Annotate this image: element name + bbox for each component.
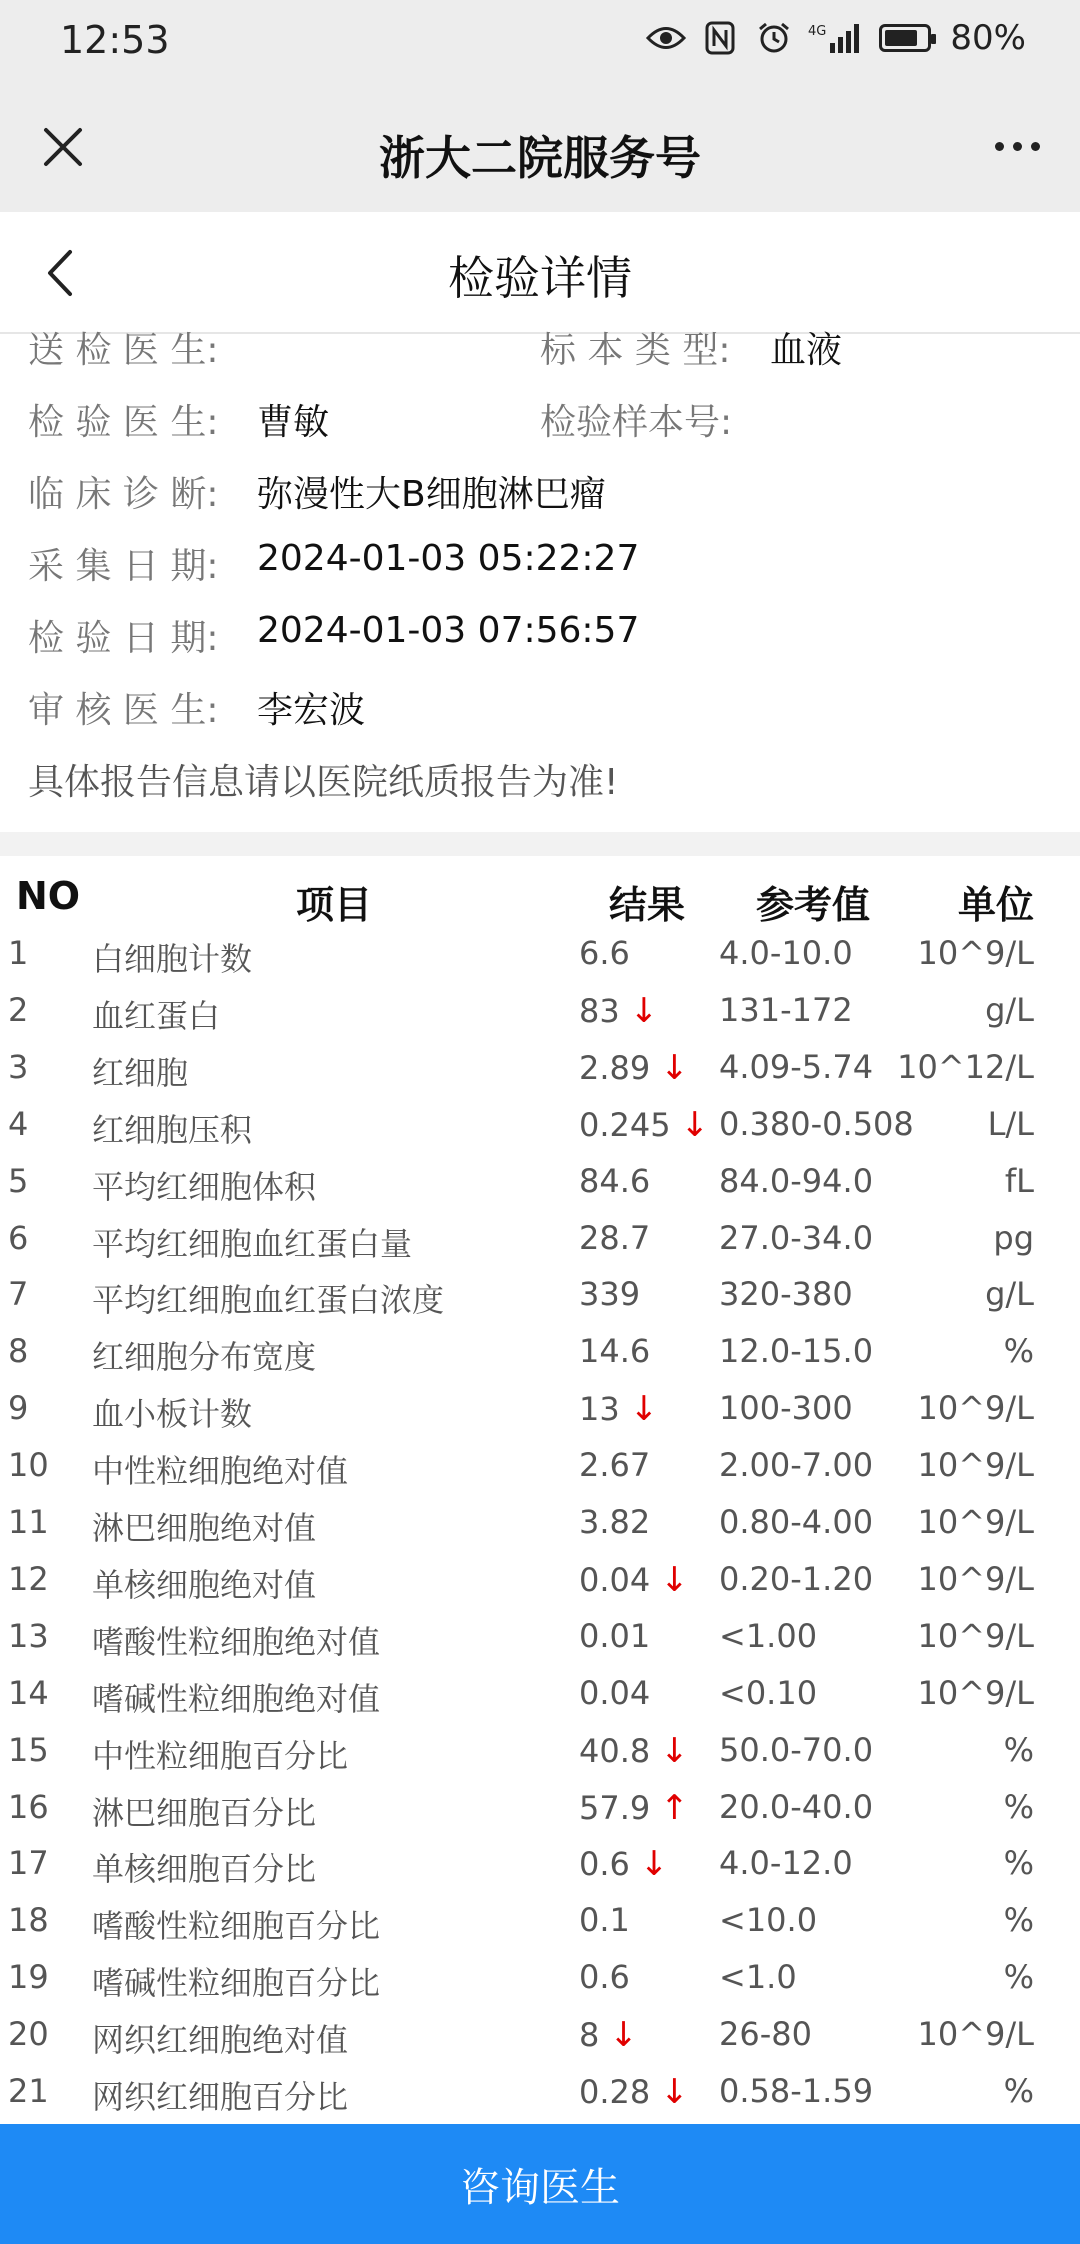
row-unit-text: % bbox=[1003, 1332, 1034, 1371]
status-bar bbox=[0, 0, 1080, 86]
row-no-text: 6 bbox=[8, 1218, 29, 1257]
row-item bbox=[92, 1731, 348, 1777]
row-result-text: 0.245 bbox=[579, 1105, 671, 1144]
row-unit-text: L/L bbox=[987, 1104, 1034, 1143]
row-result bbox=[579, 1901, 630, 1939]
row-unit bbox=[918, 1674, 1035, 1712]
sample-type-value: 血液 bbox=[770, 330, 843, 371]
row-item-text: 平均红细胞血红蛋白量 bbox=[92, 1224, 413, 1263]
row-ref-text: 131-172 bbox=[719, 990, 853, 1029]
row-result bbox=[579, 1332, 650, 1370]
row-result bbox=[579, 1048, 689, 1088]
row-item bbox=[92, 1332, 316, 1378]
row-no bbox=[8, 1674, 49, 1712]
table-row bbox=[0, 1097, 1080, 1154]
row-item bbox=[92, 934, 252, 980]
row-ref-text: 84.0-94.0 bbox=[719, 1161, 874, 1200]
svg-text:4G: 4G bbox=[808, 24, 827, 39]
row-unit-text: 10^9/L bbox=[917, 2015, 1034, 2054]
diagnosis-value: 弥漫性大B细胞淋巴瘤 bbox=[257, 474, 606, 515]
sample-no-label: 检验样本号: bbox=[540, 402, 733, 443]
row-result-text: 83 bbox=[579, 991, 620, 1030]
row-result bbox=[579, 1560, 689, 1600]
table-row bbox=[0, 1780, 1080, 1837]
arrow-down-icon: ↓ bbox=[609, 2015, 638, 2056]
row-item-text: 平均红细胞血红蛋白浓度 bbox=[92, 1281, 445, 1320]
signal-4g-icon bbox=[808, 18, 860, 58]
row-ref bbox=[719, 1560, 873, 1598]
row-no-text: 5 bbox=[8, 1161, 29, 1200]
table-row bbox=[0, 1723, 1080, 1780]
row-item-text: 嗜碱性粒细胞百分比 bbox=[92, 1964, 381, 2003]
row-unit bbox=[988, 1105, 1034, 1143]
arrow-down-icon: ↓ bbox=[629, 1389, 659, 1430]
row-no-text: 4 bbox=[8, 1104, 29, 1143]
row-result-text: 14.6 bbox=[579, 1332, 651, 1371]
row-item bbox=[92, 1674, 380, 1720]
row-no-text: 2 bbox=[8, 990, 29, 1029]
header-unit: 单位 bbox=[957, 883, 1034, 927]
row-result bbox=[579, 1219, 650, 1257]
row-no-text: 3 bbox=[8, 1047, 29, 1086]
row-item bbox=[92, 1219, 412, 1265]
row-ref-text: <1.0 bbox=[719, 1958, 797, 1997]
row-ref-text: 20.0-40.0 bbox=[719, 1787, 874, 1826]
wechat-title: 浙大二院服务号 bbox=[379, 131, 701, 185]
row-ref-text: 0.80-4.00 bbox=[719, 1503, 874, 1541]
row-item-text: 血小板计数 bbox=[92, 1395, 253, 1434]
row-no-text: 8 bbox=[8, 1332, 29, 1371]
row-result-text: 28.7 bbox=[579, 1218, 651, 1257]
row-result-text: 0.1 bbox=[579, 1901, 630, 1940]
info-row-test bbox=[0, 394, 1080, 454]
row-item-text: 红细胞 bbox=[92, 1053, 189, 1092]
row-ref bbox=[719, 1219, 873, 1257]
row-no-text: 9 bbox=[8, 1389, 29, 1428]
table-row bbox=[0, 1893, 1080, 1950]
row-no bbox=[8, 1503, 49, 1541]
header-no: NO bbox=[16, 874, 81, 918]
table-row bbox=[0, 2007, 1080, 2064]
row-ref bbox=[719, 1731, 873, 1769]
row-item bbox=[92, 1958, 380, 2004]
row-item-text: 嗜酸性粒细胞百分比 bbox=[92, 1907, 381, 1946]
row-ref bbox=[719, 1389, 853, 1427]
row-no-text: 10 bbox=[8, 1446, 49, 1485]
row-result-text: 3.82 bbox=[579, 1503, 651, 1541]
row-unit-text: pg bbox=[993, 1218, 1034, 1257]
row-ref-text: <0.10 bbox=[719, 1673, 818, 1712]
row-no-text: 20 bbox=[8, 2015, 49, 2054]
row-item bbox=[92, 1617, 380, 1663]
row-result bbox=[579, 1617, 650, 1655]
row-result-text: 57.9 bbox=[579, 1788, 651, 1827]
row-result bbox=[579, 1162, 650, 1200]
row-unit-text: % bbox=[1003, 1901, 1034, 1940]
row-unit bbox=[993, 1219, 1034, 1257]
row-item-text: 中性粒细胞百分比 bbox=[92, 1736, 349, 1775]
row-result bbox=[579, 1389, 658, 1429]
table-row bbox=[0, 1609, 1080, 1666]
row-no bbox=[8, 1389, 28, 1427]
status-icons bbox=[646, 18, 1026, 58]
row-no bbox=[8, 991, 28, 1029]
row-unit bbox=[918, 2015, 1035, 2053]
row-ref-text: 4.0-12.0 bbox=[719, 1844, 853, 1883]
arrow-up-icon: ↑ bbox=[660, 1787, 689, 1828]
row-unit-text: % bbox=[1003, 1730, 1034, 1769]
row-ref bbox=[719, 1162, 873, 1200]
row-unit-text: 10^9/L bbox=[917, 1503, 1034, 1541]
row-ref-text: <10.0 bbox=[719, 1901, 818, 1940]
row-ref bbox=[719, 1332, 873, 1370]
row-no-text: 14 bbox=[8, 1673, 49, 1712]
row-no-text: 17 bbox=[8, 1844, 49, 1883]
row-ref-text: 12.0-15.0 bbox=[719, 1332, 874, 1371]
row-item bbox=[92, 1901, 380, 1947]
row-item bbox=[92, 1446, 348, 1492]
nfc-icon bbox=[700, 18, 740, 58]
eye-comfort-icon bbox=[646, 18, 686, 58]
row-unit bbox=[918, 1617, 1035, 1655]
row-no-text: 7 bbox=[8, 1275, 29, 1314]
row-no bbox=[8, 1275, 28, 1313]
row-no bbox=[8, 1446, 49, 1484]
sample-type-label: 标 本 类 型: bbox=[540, 330, 731, 371]
row-item-text: 网织红细胞百分比 bbox=[92, 2078, 349, 2116]
row-ref-text: 27.0-34.0 bbox=[719, 1218, 874, 1257]
row-item bbox=[92, 1788, 316, 1834]
row-result bbox=[579, 934, 630, 972]
row-result-text: 8 bbox=[579, 2016, 600, 2055]
row-no bbox=[8, 1560, 49, 1598]
row-item bbox=[92, 1389, 252, 1435]
arrow-down-icon: ↓ bbox=[660, 1559, 689, 1600]
arrow-down-icon: ↓ bbox=[680, 1104, 710, 1145]
row-unit-text: 10^9/L bbox=[917, 934, 1034, 972]
table-row bbox=[0, 1438, 1080, 1495]
row-result bbox=[579, 1503, 650, 1541]
row-unit-text: 10^9/L bbox=[917, 1389, 1034, 1428]
row-no bbox=[8, 2015, 49, 2053]
row-no-text: 12 bbox=[8, 1559, 49, 1598]
row-ref-text: 0.380-0.508 bbox=[719, 1104, 914, 1143]
row-item bbox=[92, 2015, 348, 2061]
row-no bbox=[8, 1162, 28, 1200]
row-ref-text: 0.58-1.59 bbox=[719, 2072, 874, 2110]
table-row bbox=[0, 1381, 1080, 1438]
row-result bbox=[579, 1844, 668, 1884]
arrow-down-icon: ↓ bbox=[629, 990, 659, 1031]
row-ref bbox=[719, 1105, 914, 1143]
table-row bbox=[0, 1495, 1080, 1552]
row-item-text: 血红蛋白 bbox=[92, 996, 221, 1035]
collect-date-value: 2024-01-03 05:22:27 bbox=[257, 538, 640, 579]
row-unit-text: % bbox=[1003, 1787, 1034, 1826]
info-row-diagnosis bbox=[0, 466, 1080, 526]
row-result bbox=[579, 2072, 689, 2112]
row-item bbox=[92, 1560, 316, 1606]
header-result: 结果 bbox=[609, 883, 686, 927]
header-item: 项目 bbox=[296, 883, 373, 927]
row-unit-text: % bbox=[1003, 1844, 1034, 1883]
row-ref bbox=[719, 991, 853, 1029]
row-result-text: 0.01 bbox=[579, 1616, 651, 1655]
row-ref bbox=[719, 1617, 817, 1655]
row-unit bbox=[1004, 1958, 1034, 1996]
header-ref: 参考值 bbox=[756, 883, 871, 927]
row-result-text: 2.67 bbox=[579, 1446, 651, 1485]
info-row-testdate bbox=[0, 610, 1080, 670]
row-unit bbox=[1004, 1332, 1034, 1370]
arrow-down-icon: ↓ bbox=[660, 2072, 689, 2112]
row-result-text: 0.04 bbox=[579, 1560, 651, 1599]
table-row bbox=[0, 1836, 1080, 1893]
row-result bbox=[579, 1788, 689, 1828]
row-no bbox=[8, 1105, 28, 1143]
row-ref-text: 0.20-1.20 bbox=[719, 1559, 874, 1598]
row-ref bbox=[719, 934, 853, 972]
row-item bbox=[92, 1275, 444, 1321]
row-no bbox=[8, 1332, 28, 1370]
arrow-down-icon: ↓ bbox=[660, 1730, 689, 1771]
row-ref bbox=[719, 1275, 853, 1313]
row-unit bbox=[1004, 1844, 1034, 1882]
row-item-text: 单核细胞百分比 bbox=[92, 1850, 317, 1889]
row-item-text: 嗜碱性粒细胞绝对值 bbox=[92, 1679, 381, 1718]
row-result-text: 13 bbox=[579, 1390, 620, 1429]
collect-date-label: 采 集 日 期: bbox=[28, 546, 219, 587]
row-no bbox=[8, 934, 28, 972]
row-ref bbox=[719, 1958, 797, 1996]
row-ref-text: 2.00-7.00 bbox=[719, 1446, 874, 1485]
row-no-text: 1 bbox=[8, 934, 29, 972]
row-unit bbox=[1004, 1901, 1034, 1939]
row-no bbox=[8, 1731, 49, 1769]
row-ref-text: 100-300 bbox=[719, 1389, 853, 1428]
row-unit-text: 10^9/L bbox=[917, 1673, 1034, 1712]
row-ref bbox=[719, 1048, 873, 1086]
row-unit bbox=[985, 991, 1034, 1029]
row-unit bbox=[1004, 1788, 1034, 1826]
test-doctor-label: 检 验 医 生: bbox=[28, 402, 219, 443]
row-result-text: 6.6 bbox=[579, 934, 630, 972]
test-doctor-value: 曹敏 bbox=[257, 402, 330, 443]
more-icon[interactable] bbox=[984, 126, 1050, 166]
row-no-text: 16 bbox=[8, 1787, 49, 1826]
consult-doctor-button[interactable]: 咨询医生 bbox=[0, 2124, 1080, 2244]
section-divider bbox=[0, 832, 1080, 856]
send-doctor-label: 送 检 医 生: bbox=[28, 330, 219, 371]
row-unit bbox=[918, 1503, 1035, 1541]
row-no-text: 21 bbox=[8, 2072, 49, 2110]
row-item bbox=[92, 1844, 316, 1890]
test-date-label: 检 验 日 期: bbox=[28, 618, 219, 659]
row-item-text: 淋巴细胞绝对值 bbox=[92, 1509, 317, 1547]
row-item bbox=[92, 2072, 348, 2118]
row-no bbox=[8, 1048, 28, 1086]
row-unit bbox=[985, 1275, 1034, 1313]
row-unit bbox=[918, 934, 1035, 972]
row-ref-text: <1.00 bbox=[719, 1616, 818, 1655]
info-row-review bbox=[0, 682, 1080, 742]
row-item bbox=[92, 1503, 316, 1549]
battery-percent: 80% bbox=[950, 18, 1026, 58]
row-result bbox=[579, 2015, 638, 2055]
row-item-text: 淋巴细胞百分比 bbox=[92, 1793, 317, 1832]
row-no bbox=[8, 1219, 28, 1257]
table-row bbox=[0, 983, 1080, 1040]
status-time: 12:53 bbox=[60, 18, 170, 62]
row-item-text: 红细胞分布宽度 bbox=[92, 1338, 317, 1377]
table-row bbox=[0, 1211, 1080, 1268]
row-result-text: 84.6 bbox=[579, 1161, 651, 1200]
table-row bbox=[0, 1552, 1080, 1609]
row-ref bbox=[719, 1788, 873, 1826]
row-item bbox=[92, 1048, 188, 1094]
row-no-text: 13 bbox=[8, 1616, 49, 1655]
table-row bbox=[0, 1950, 1080, 2007]
row-no bbox=[8, 1617, 49, 1655]
info-row-send bbox=[0, 322, 1080, 382]
battery-icon bbox=[874, 18, 936, 58]
row-unit-text: 10^9/L bbox=[917, 1559, 1034, 1598]
row-result-text: 2.89 bbox=[579, 1048, 651, 1087]
review-doctor-value: 李宏波 bbox=[257, 690, 366, 731]
row-result bbox=[579, 1275, 640, 1313]
row-unit bbox=[918, 1389, 1035, 1427]
row-result-text: 0.6 bbox=[579, 1845, 630, 1884]
row-unit-text: g/L bbox=[985, 1275, 1034, 1314]
row-ref bbox=[719, 1901, 817, 1939]
row-unit bbox=[1005, 1162, 1034, 1200]
review-doctor-label: 审 核 医 生: bbox=[28, 690, 219, 731]
row-no-text: 18 bbox=[8, 1901, 49, 1940]
row-ref-text: 4.09-5.74 bbox=[719, 1047, 874, 1086]
row-ref bbox=[719, 1844, 853, 1882]
row-result-text: 339 bbox=[579, 1275, 641, 1314]
row-unit-text: 10^12/L bbox=[897, 1047, 1034, 1086]
row-no-text: 15 bbox=[8, 1730, 49, 1769]
row-item bbox=[92, 991, 220, 1037]
row-result-text: 0.6 bbox=[579, 1958, 630, 1997]
row-unit-text: 10^9/L bbox=[917, 1616, 1034, 1655]
row-unit-text: 10^9/L bbox=[917, 1446, 1034, 1485]
row-item bbox=[92, 1105, 252, 1151]
row-ref bbox=[719, 2072, 873, 2110]
row-unit bbox=[1004, 2072, 1034, 2110]
row-item-text: 平均红细胞体积 bbox=[92, 1167, 317, 1206]
row-unit bbox=[897, 1048, 1034, 1086]
row-no bbox=[8, 1788, 49, 1826]
row-item-text: 红细胞压积 bbox=[92, 1110, 253, 1149]
alarm-icon bbox=[754, 18, 794, 58]
row-item-text: 中性粒细胞绝对值 bbox=[92, 1452, 349, 1491]
info-row-collect bbox=[0, 538, 1080, 598]
diagnosis-label: 临 床 诊 断: bbox=[28, 474, 219, 515]
table-row bbox=[0, 1154, 1080, 1211]
table-row bbox=[0, 1040, 1080, 1097]
row-no bbox=[8, 1901, 49, 1939]
row-item bbox=[92, 1162, 316, 1208]
row-ref-text: 4.0-10.0 bbox=[719, 934, 853, 972]
row-unit-text: % bbox=[1003, 2072, 1034, 2110]
row-ref bbox=[719, 2015, 812, 2053]
row-no-text: 19 bbox=[8, 1958, 49, 1997]
row-result bbox=[579, 1731, 689, 1771]
row-item-text: 嗜酸性粒细胞绝对值 bbox=[92, 1622, 381, 1661]
arrow-down-icon: ↓ bbox=[639, 1844, 669, 1885]
row-result-text: 40.8 bbox=[579, 1731, 651, 1770]
row-ref-text: 26-80 bbox=[719, 2015, 812, 2054]
table-row bbox=[0, 1666, 1080, 1723]
page-title: 检验详情 bbox=[448, 251, 632, 305]
row-unit-text: % bbox=[1003, 1958, 1034, 1997]
row-result bbox=[579, 1958, 630, 1996]
row-ref-text: 50.0-70.0 bbox=[719, 1730, 874, 1769]
table-row bbox=[0, 1267, 1080, 1324]
row-unit bbox=[1004, 1731, 1034, 1769]
row-item-text: 白细胞计数 bbox=[92, 940, 253, 978]
row-unit bbox=[918, 1446, 1035, 1484]
row-no bbox=[8, 2072, 49, 2110]
wechat-navbar bbox=[0, 86, 1080, 212]
row-item-text: 单核细胞绝对值 bbox=[92, 1565, 317, 1604]
report-note: 具体报告信息请以医院纸质报告为准! bbox=[28, 762, 619, 803]
row-ref-text: 320-380 bbox=[719, 1275, 853, 1314]
row-unit-text: g/L bbox=[985, 990, 1034, 1029]
row-ref bbox=[719, 1674, 817, 1712]
page-header bbox=[0, 212, 1080, 334]
row-no-text: 11 bbox=[8, 1503, 49, 1541]
row-no bbox=[8, 1844, 49, 1882]
row-result bbox=[579, 1674, 650, 1712]
test-date-value: 2024-01-03 07:56:57 bbox=[257, 610, 640, 651]
row-result-text: 0.04 bbox=[579, 1673, 651, 1712]
arrow-down-icon: ↓ bbox=[660, 1047, 689, 1088]
row-ref bbox=[719, 1446, 873, 1484]
row-unit bbox=[918, 1560, 1035, 1598]
row-no bbox=[8, 1958, 49, 1996]
table-row bbox=[0, 1324, 1080, 1381]
row-unit-text: fL bbox=[1004, 1161, 1034, 1200]
row-ref bbox=[719, 1503, 873, 1541]
row-result bbox=[579, 991, 658, 1031]
table-row bbox=[0, 926, 1080, 983]
table-row bbox=[0, 2064, 1080, 2121]
row-result bbox=[579, 1446, 650, 1484]
row-item-text: 网织红细胞绝对值 bbox=[92, 2021, 349, 2060]
row-result-text: 0.28 bbox=[579, 2073, 651, 2111]
row-result bbox=[579, 1105, 709, 1145]
